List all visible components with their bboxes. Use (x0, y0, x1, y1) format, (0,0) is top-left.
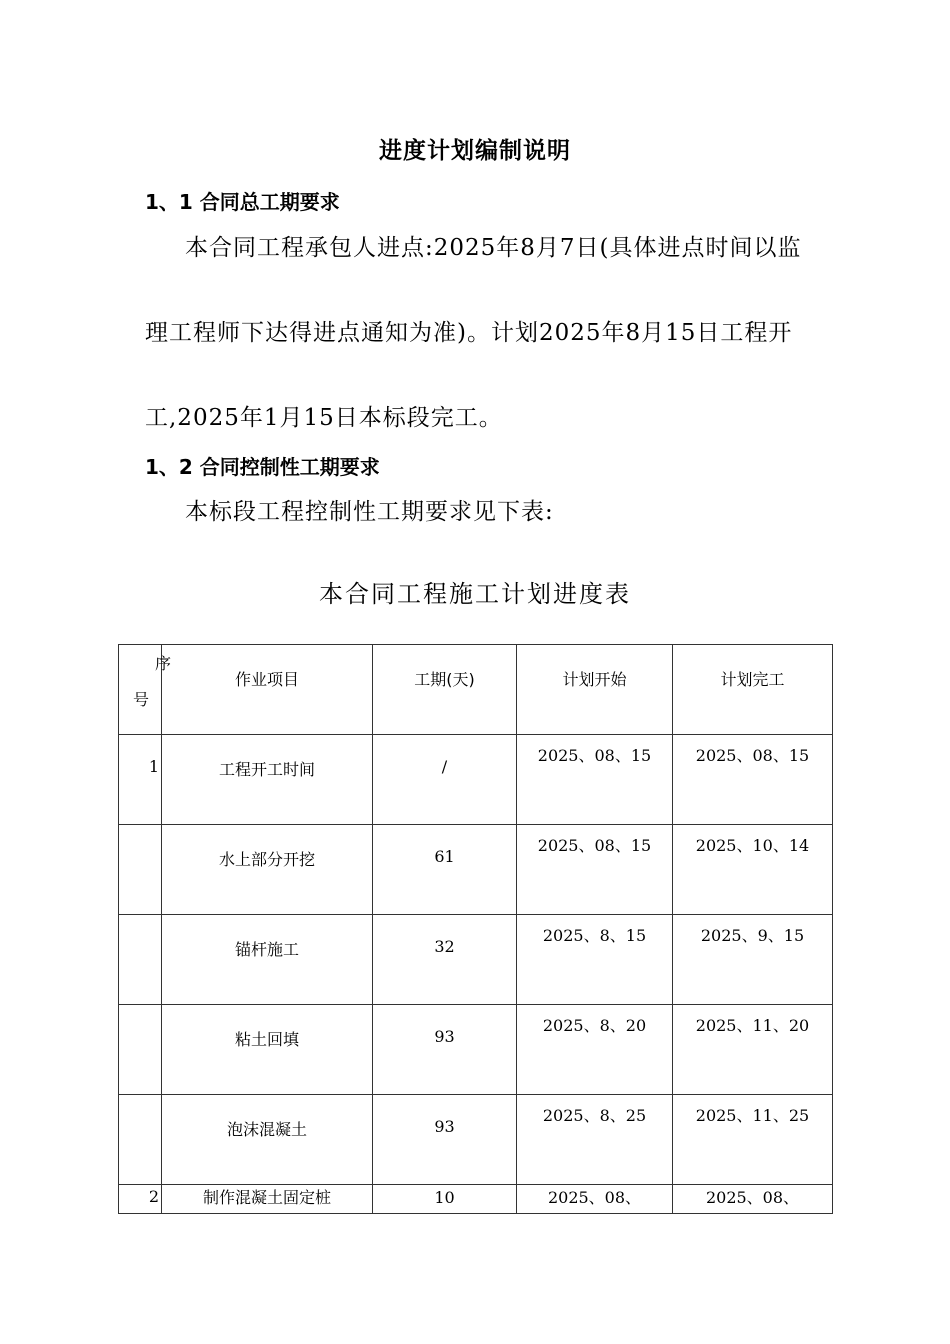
section-heading-2: 1、2 合同控制性工期要求 (145, 455, 380, 479)
row-seq (119, 1005, 159, 1027)
row-seq: 1 (148, 757, 159, 776)
header-seq (119, 645, 172, 735)
row-end: 2025、10、14 (695, 836, 810, 855)
header-start: 计划开始 (517, 645, 673, 735)
row-seq: 2 (148, 1187, 159, 1206)
table-row (119, 1185, 833, 1214)
row-end: 2025、9、15 (700, 926, 805, 945)
row-start: 2025、8、25 (542, 1106, 647, 1125)
row-end: 2025、08、15 (695, 746, 810, 765)
row-duration: 93 (434, 1027, 455, 1046)
row-start: 2025、8、15 (542, 926, 647, 945)
table-row (119, 1005, 833, 1095)
table-row (119, 915, 833, 1005)
schedule-table (118, 644, 833, 1214)
document-title: 进度计划编制说明 (379, 138, 571, 164)
row-start: 2025、8、20 (542, 1016, 647, 1035)
header-end: 计划完工 (673, 645, 833, 735)
row-end: 2025、11、25 (695, 1106, 810, 1125)
row-start: 2025、08、 (547, 1188, 642, 1207)
row-item: 水上部分开挖 (218, 850, 315, 869)
row-duration: 32 (434, 937, 455, 956)
row-item: 泡沫混凝土 (226, 1120, 307, 1139)
row-item: 粘土回填 (234, 1030, 299, 1049)
row-start: 2025、08、15 (537, 836, 652, 855)
table-row (119, 735, 833, 825)
header-seq-part-2: 号 (133, 690, 150, 709)
row-start: 2025、08、15 (537, 746, 652, 765)
row-item: 工程开工时间 (218, 760, 315, 779)
table-row (119, 825, 833, 915)
header-duration: 工期(天) (373, 645, 517, 735)
row-duration: / (441, 757, 448, 776)
table-title: 本合同工程施工计划进度表 (319, 580, 631, 608)
header-item: 作业项目 (162, 645, 373, 735)
table-row (119, 1095, 833, 1185)
header-seq-part-1: 序 (155, 654, 172, 673)
row-end: 2025、08、 (705, 1188, 800, 1207)
row-duration: 61 (434, 847, 455, 866)
section-paragraph-2: 本标段工程控制性工期要求见下表: (185, 499, 554, 525)
row-item: 锚杆施工 (234, 940, 299, 959)
section-paragraph-1: 本合同工程承包人进点:2025年8月7日(具体进点时间以监理工程师下达得进点通知为准)。计划2025年8月15日工程开工,2025年1月15日本标段完工。 (145, 235, 802, 431)
table-header-row (119, 645, 833, 735)
row-seq (119, 915, 159, 937)
row-item: 制作混凝土固定桩 (202, 1188, 331, 1207)
row-duration: 93 (434, 1117, 455, 1136)
row-seq (119, 825, 159, 847)
row-duration: 10 (434, 1188, 455, 1207)
row-end: 2025、11、20 (695, 1016, 810, 1035)
row-seq (119, 1095, 159, 1117)
section-heading-1: 1、1 合同总工期要求 (145, 190, 340, 214)
